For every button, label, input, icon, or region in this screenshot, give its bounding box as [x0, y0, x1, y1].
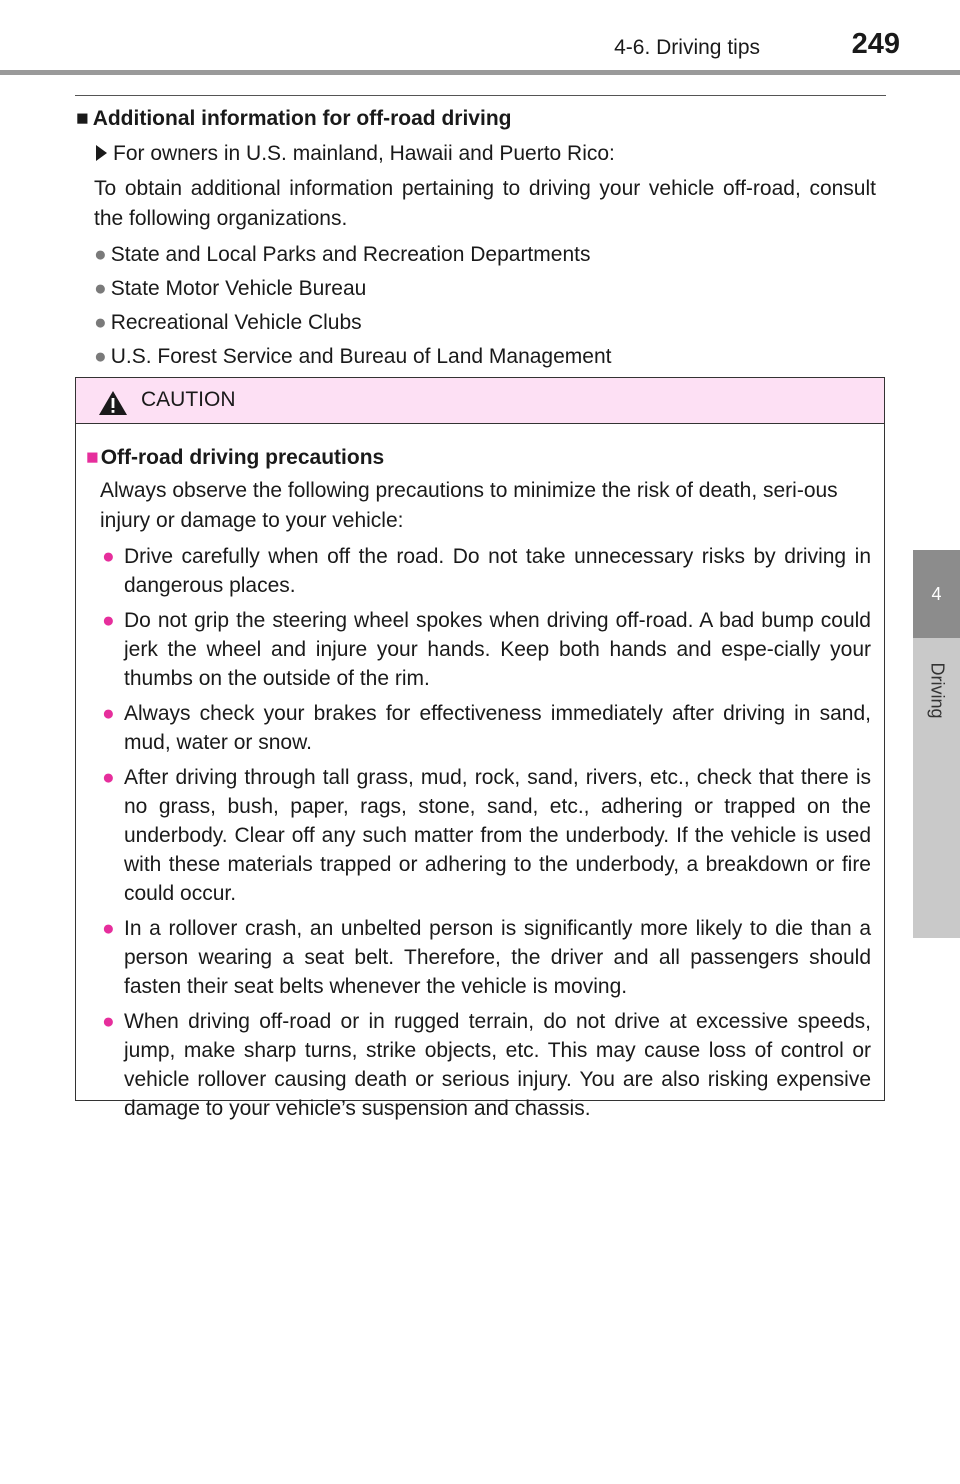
- caution-heading: [86, 443, 871, 473]
- caution-item: [86, 542, 871, 600]
- caution-box: [75, 377, 885, 1120]
- list-item: [94, 308, 876, 338]
- bullet-dot-icon: ●: [94, 311, 107, 334]
- caution-item-text: Do not grip the steering wheel spokes when driving off-road. A bad bump could jerk the wheel and injure your hands. Keep both hands and espe-cially your thumbs on the outside of the rim.: [124, 609, 871, 690]
- caution-intro: Always observe the following precautions to minimize the risk of death, seri-ous injury or damage to your vehicle:: [100, 479, 838, 532]
- caution-item: [86, 1007, 871, 1123]
- list-item-text: Recreational Vehicle Clubs: [110, 311, 362, 334]
- page-number: 249: [851, 28, 900, 60]
- caution-body: [76, 424, 884, 1123]
- caution-item-text: In a rollover crash, an unbelted person is significantly more likely to die than a person wearing a seat belt. Therefore, the driver and all passengers should fasten their seat belts whenever the vehicle is moving.: [124, 917, 871, 998]
- bullet-dot-icon: ●: [102, 609, 115, 632]
- bullet-dot-icon: ●: [102, 702, 115, 725]
- bullet-dot-icon: ●: [94, 345, 107, 368]
- caution-item: [86, 699, 871, 757]
- list-item: [94, 274, 876, 304]
- warning-triangle-icon: [98, 390, 128, 416]
- header-rule: [0, 70, 960, 75]
- subsection-heading: [76, 104, 876, 134]
- header-divider: [75, 95, 886, 96]
- caution-item: [86, 914, 871, 1001]
- main-content: [76, 104, 876, 376]
- caution-item: [86, 763, 871, 908]
- region-note-text: For owners in U.S. mainland, Hawaii and Puerto Rico:: [113, 142, 615, 165]
- bullet-dot-icon: ●: [94, 243, 107, 266]
- subsection-heading-text: Additional information for off-road driving: [92, 107, 512, 130]
- square-bullet-icon: ■: [76, 107, 89, 130]
- bullet-dot-icon: ●: [102, 766, 115, 789]
- intro-paragraph: To obtain additional information pertaining to driving your vehicle off-road, consult the following organizations.: [94, 177, 876, 230]
- square-bullet-icon: ■: [86, 446, 99, 469]
- caution-heading-text: Off-road driving precautions: [100, 446, 385, 469]
- list-item: [94, 240, 876, 270]
- organization-list: [94, 240, 876, 372]
- chapter-tab-label-text: Driving: [927, 661, 948, 719]
- bullet-dot-icon: ●: [102, 545, 115, 568]
- chapter-tab-number: 4: [913, 550, 960, 638]
- caution-item-text: Always check your brakes for effectiveness immediately after driving in sand, mud, water or snow.: [124, 702, 871, 754]
- section-title: 4-6. Driving tips: [614, 36, 760, 59]
- caution-label: CAUTION: [141, 388, 236, 411]
- bullet-dot-icon: ●: [102, 1010, 115, 1033]
- region-note: [96, 139, 876, 169]
- bullet-dot-icon: ●: [94, 277, 107, 300]
- caution-header: [76, 378, 884, 424]
- bullet-dot-icon: ●: [102, 917, 115, 940]
- list-item: [94, 342, 876, 372]
- caution-item: [86, 606, 871, 693]
- caution-item-text: When driving off-road or in rugged terrain, do not drive at excessive speeds, jump, make sharp turns, strike objects, etc. This may cause loss of control or vehicle rollover causing death or serious injury. You are also risking expensive damage to your vehicle’s suspension and chassis.: [124, 1010, 871, 1120]
- caution-item-text: Drive carefully when off the road. Do not take unnecessary risks by driving in dangerous places.: [124, 545, 871, 597]
- caution-item-text: After driving through tall grass, mud, rock, sand, rivers, etc., check that there is no grass, bush, paper, rags, stone, sand, etc., adhering or trapped on the underbody. Clear off any such matter from the underbody. If the vehicle is used with these materials trapped or adhering to the underbody, a breakdown or fire could occur.: [124, 766, 871, 905]
- list-item-text: State and Local Parks and Recreation Departments: [110, 243, 591, 266]
- chapter-tab-label: [913, 638, 960, 742]
- list-item-text: U.S. Forest Service and Bureau of Land Management: [110, 345, 612, 368]
- list-item-text: State Motor Vehicle Bureau: [110, 277, 367, 300]
- triangle-arrow-icon: [96, 145, 107, 161]
